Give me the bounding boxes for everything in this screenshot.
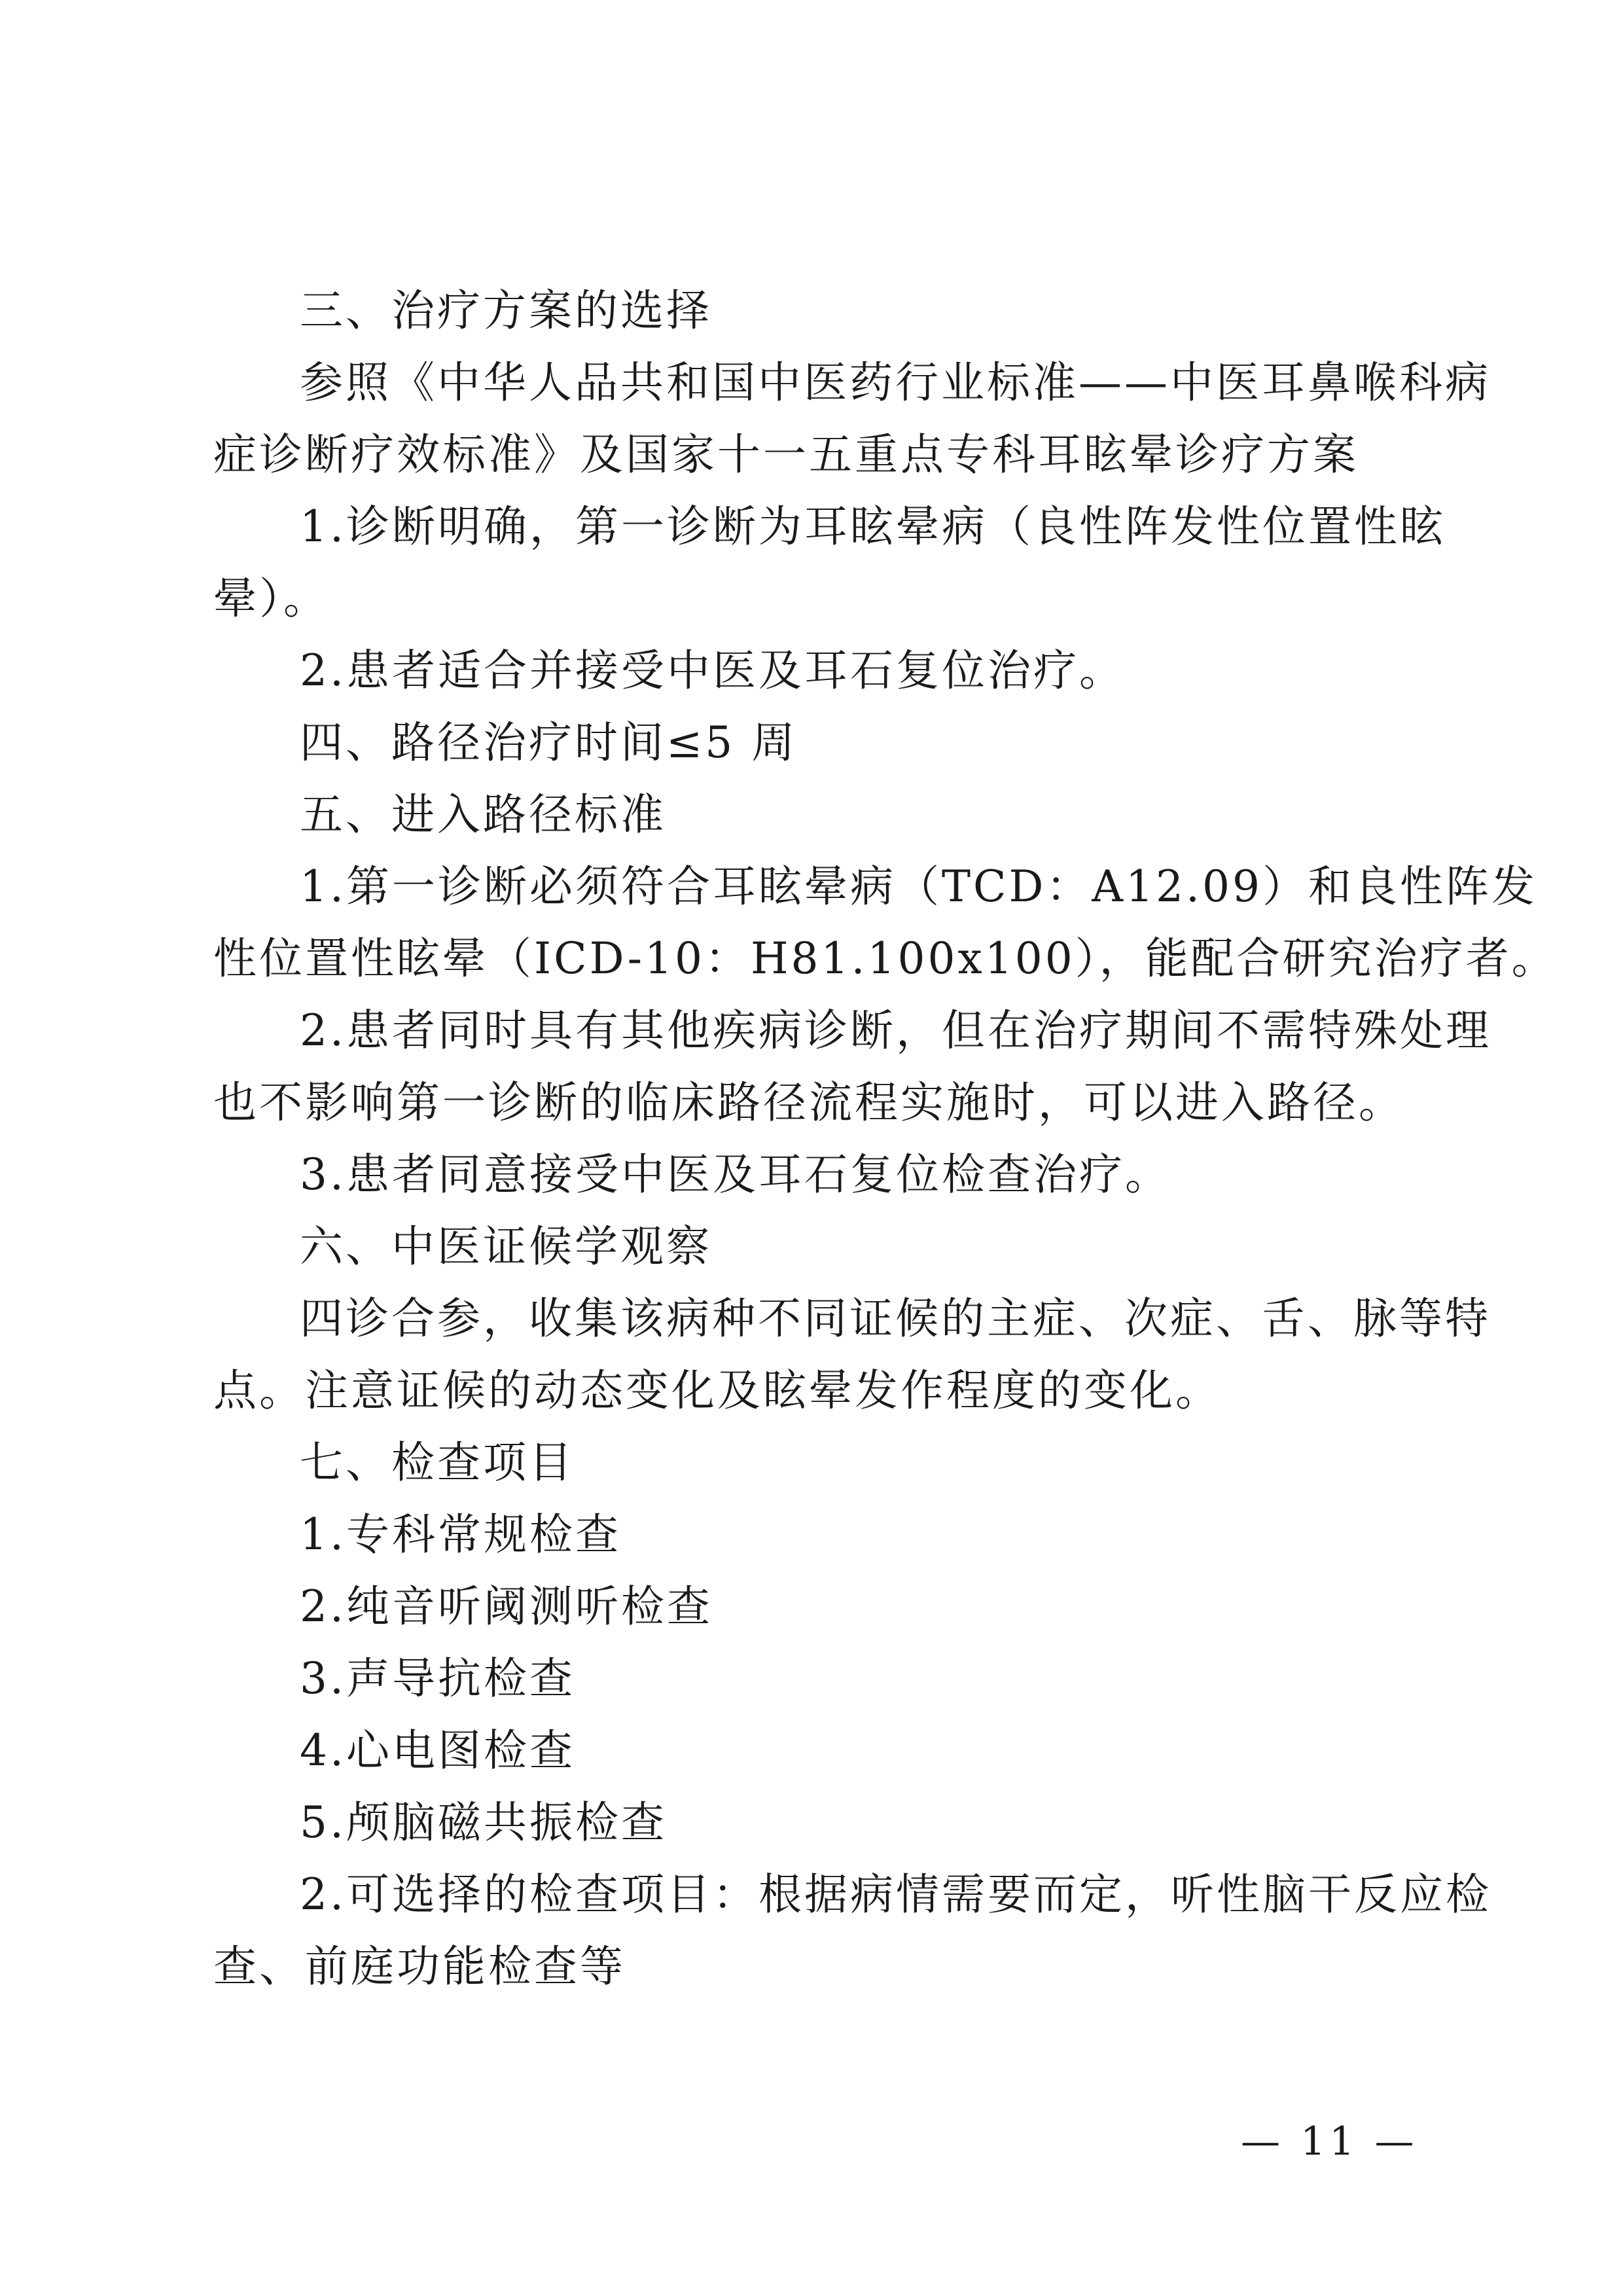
paragraph-line: 晕）。 (213, 573, 329, 624)
paragraph-line: 性位置性眩晕（ICD-10：H81.100x100），能配合研究治疗者。 (213, 933, 1558, 984)
paragraph-line: 1.诊断明确，第一诊断为耳眩晕病（良性阵发性位置性眩 (300, 501, 1446, 552)
page-number: — 11 — (1241, 2119, 1418, 2164)
paragraph-line: 2.患者适合并接受中医及耳石复位治疗。 (300, 645, 1125, 696)
list-item: 2.纯音听阈测听检查 (300, 1581, 713, 1632)
section-heading-tcm-syndrome: 六、中医证候学观察 (300, 1221, 712, 1272)
paragraph-line: 参照《中华人品共和国中医药行业标准——中医耳鼻喉科病 (300, 357, 1491, 408)
paragraph-line: 症诊断疗效标准》及国家十一五重点专科耳眩晕诊疗方案 (213, 429, 1359, 480)
paragraph-line: 也不影响第一诊断的临床路径流程实施时，可以进入路径。 (213, 1077, 1404, 1128)
section-heading-entry-criteria: 五、进入路径标准 (300, 789, 666, 840)
paragraph-line: 查、前庭功能检查等 (213, 1941, 626, 1992)
list-item: 3.声导抗检查 (300, 1653, 575, 1704)
paragraph-line: 四诊合参，收集该病种不同证候的主症、次症、舌、脉等特 (300, 1293, 1491, 1344)
paragraph-line: 3.患者同意接受中医及耳石复位检查治疗。 (300, 1149, 1171, 1200)
section-heading-treatment-duration: 四、路径治疗时间≤5 周 (300, 717, 798, 768)
list-item: 4.心电图检查 (300, 1725, 575, 1776)
paragraph-line: 点。注意证候的动态变化及眩晕发作程度的变化。 (213, 1365, 1221, 1416)
list-item: 1.专科常规检查 (300, 1509, 621, 1560)
paragraph-line: 2.患者同时具有其他疾病诊断，但在治疗期间不需特殊处理 (300, 1005, 1491, 1056)
list-item: 5.颅脑磁共振检查 (300, 1797, 667, 1848)
paragraph-line: 1.第一诊断必须符合耳眩晕病（TCD：A12.09）和良性阵发 (300, 861, 1538, 912)
paragraph-line: 2.可选择的检查项目：根据病情需要而定，听性脑干反应检 (300, 1869, 1491, 1920)
section-heading-examinations: 七、检查项目 (300, 1437, 575, 1488)
document-body (213, 275, 1558, 2003)
section-heading-treatment-plan: 三、治疗方案的选择 (300, 285, 712, 336)
